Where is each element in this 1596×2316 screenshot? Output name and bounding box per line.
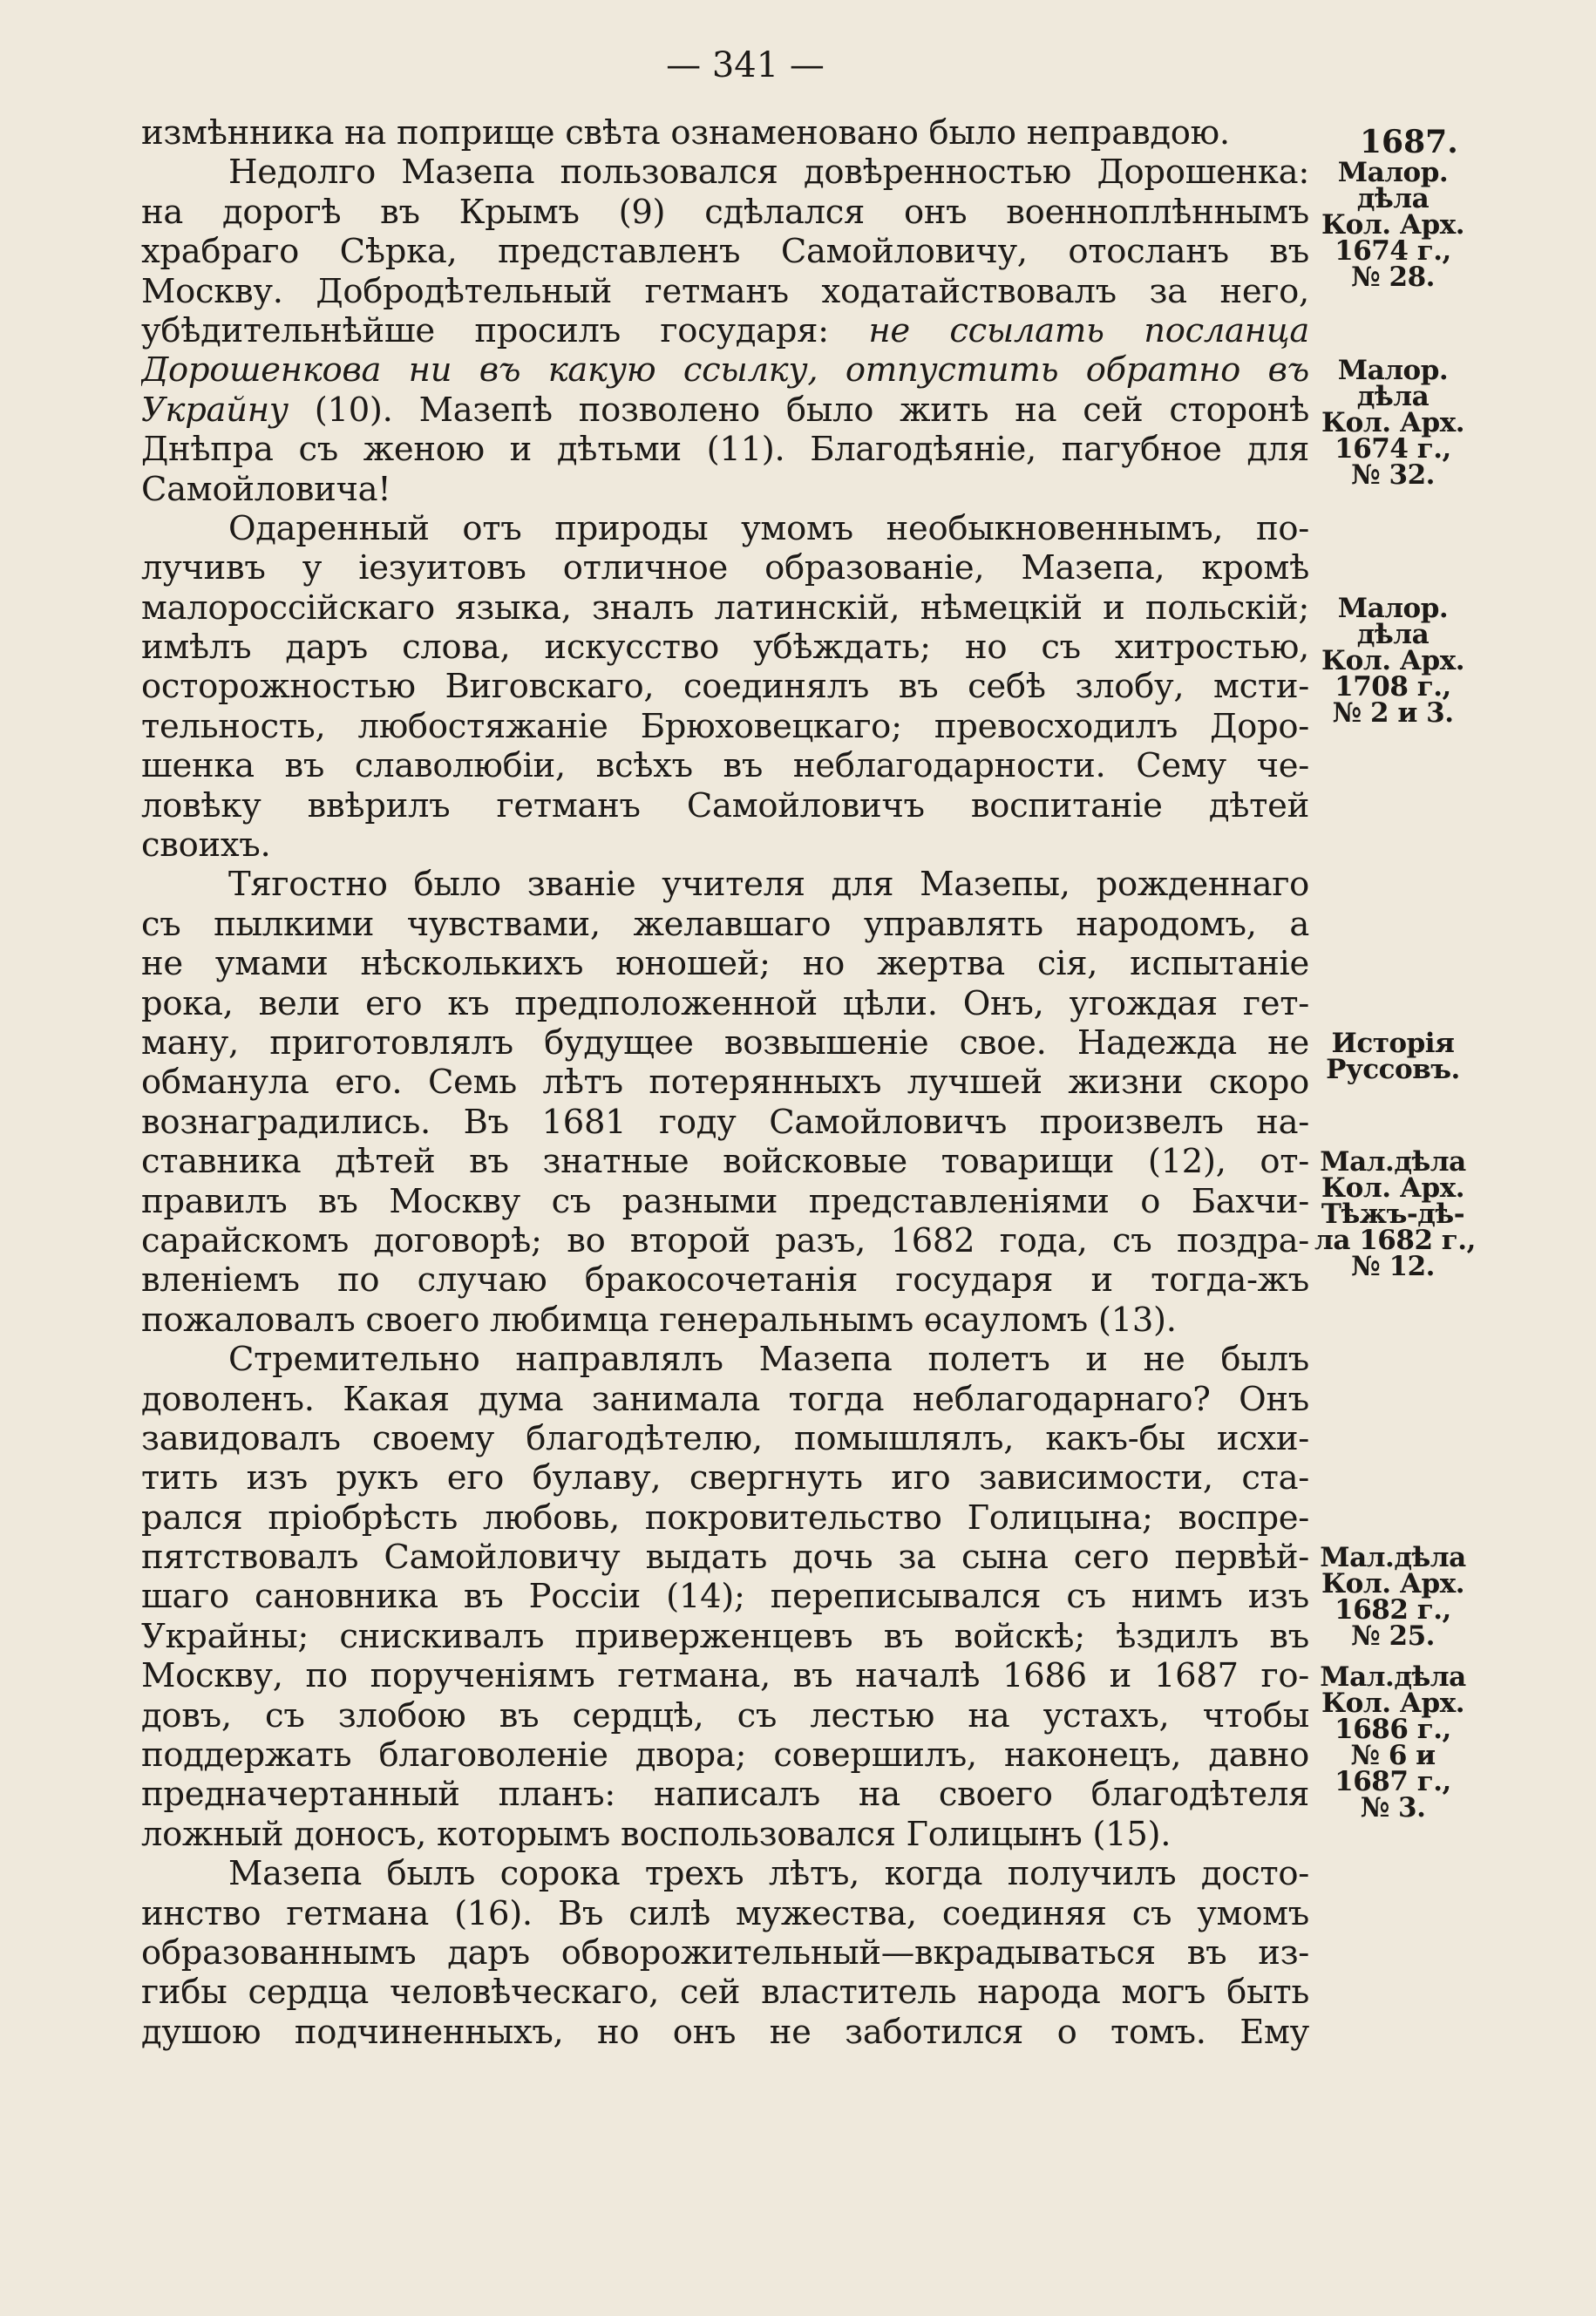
text-line: [141, 1815, 1309, 1854]
text-line: [141, 1775, 1309, 1814]
line-text: Стремительно направлялъ Мазепа полетъ и не былъ: [228, 1340, 1309, 1380]
text-line: [141, 1221, 1309, 1260]
text-line: [141, 1458, 1309, 1498]
text-line: [141, 1260, 1309, 1300]
text-line: [141, 1617, 1309, 1656]
italic-text: Дорошенкова ни въ какую ссылку, отпустить обратно въ: [141, 350, 1309, 391]
margin-note-line: Тѣжъ-дѣ-: [1321, 1199, 1465, 1231]
line-text: ловѣку ввѣрилъ гетманъ Самойловичъ воспитаніе дѣтей: [141, 785, 1309, 825]
text-line: [141, 153, 1309, 192]
text-line: [141, 232, 1309, 271]
text-line: [141, 1498, 1309, 1538]
margin-note: [1314, 592, 1471, 729]
margin-note-line: Кол. Арх.: [1321, 407, 1465, 439]
line-text: Москву. Добродѣтельный гетманъ ходатайствовалъ за него,: [141, 271, 1309, 311]
line-text: предначертанный планъ: написалъ на своего благодѣтеля: [141, 1775, 1309, 1815]
main-text: [141, 113, 1309, 2052]
line-text: шаго сановника въ Россіи (14); переписывался съ нимъ изъ: [141, 1577, 1309, 1617]
italic-text: Украйну: [141, 390, 289, 430]
margin-note-line: 1682 г.,: [1335, 1594, 1451, 1627]
text-line: [141, 588, 1309, 628]
margin-note-line: № 3.: [1360, 1791, 1426, 1824]
margin-note-line: Кол. Арх.: [1321, 1568, 1465, 1600]
text-line: [141, 1380, 1309, 1419]
line-text: (10). Мазепѣ позволено было жить на сей сторонѣ: [288, 390, 1309, 430]
line-text: рался пріобрѣсть любовь, покровительство Голицына; воспре-: [141, 1498, 1309, 1538]
margin-note-line: дѣла: [1356, 183, 1430, 215]
text-line: [141, 746, 1309, 785]
margin-note-line: № 6 и: [1350, 1739, 1436, 1771]
margin-note-line: Кол. Арх.: [1321, 1172, 1465, 1205]
text-line: [141, 1696, 1309, 1735]
text-line: [141, 1301, 1309, 1340]
text-line: [141, 509, 1309, 548]
line-text: на дорогѣ въ Крымъ (9) сдѣлался онъ военноплѣннымъ: [141, 192, 1309, 232]
line-text: тить изъ рукъ его булаву, свергнуть иго зависимости, ста-: [141, 1458, 1309, 1498]
line-text: убѣдительнѣйше просилъ государя:: [141, 310, 869, 350]
text-line: [141, 2013, 1309, 2052]
line-text: обманула его. Семь лѣтъ потерянныхъ лучшей жизни скоро: [141, 1063, 1309, 1103]
margin-note-line: Мал.дѣла: [1320, 1146, 1466, 1178]
margin-note-line: Малор.: [1337, 592, 1449, 624]
margin-note-line: № 12.: [1351, 1251, 1435, 1283]
margin-note: [1314, 1542, 1471, 1653]
line-text: осторожностью Виговскаго, соединялъ въ себѣ злобу, мсти-: [141, 667, 1309, 707]
line-text: образованнымъ даръ обворожительный—вкрадываться въ из-: [141, 1932, 1309, 1973]
margin-note: [1314, 355, 1471, 492]
line-text: вознаградились. Въ 1681 году Самойловичъ произвелъ на-: [141, 1102, 1309, 1142]
text-line: [141, 825, 1309, 865]
text-line: [141, 1973, 1309, 2012]
line-text: Днѣпра съ женою и дѣтьми (11). Благодѣяніе, пагубное для: [141, 430, 1309, 470]
line-text: душою подчиненныхъ, но онъ не заботился о томъ. Ему: [141, 2012, 1309, 2052]
line-text: завидовалъ своему благодѣтелю, помышлялъ, какъ-бы исхи-: [141, 1418, 1309, 1458]
margin-note-line: 1687 г.,: [1335, 1765, 1451, 1797]
text-line: [141, 391, 1309, 430]
text-line: [141, 113, 1309, 153]
line-text: Одаренный отъ природы умомъ необыкновеннымъ, по-: [228, 508, 1309, 548]
line-text: поддержать благоволеніе двора; совершилъ, наконецъ, давно: [141, 1735, 1309, 1776]
margin-note-line: Малор.: [1337, 157, 1449, 189]
line-text: лучивъ у іезуитовъ отличное образованіе, Мазепа, кромѣ: [141, 548, 1309, 588]
line-text: пожаловалъ своего любимца генеральнымъ ѳсауломъ (13).: [141, 1300, 1177, 1340]
line-text: Недолго Мазепа пользовался довѣренностью Дорошенка:: [228, 153, 1309, 193]
text-line: [141, 1735, 1309, 1775]
margin-note-line: 1708 г.,: [1335, 670, 1451, 703]
line-text: имѣлъ даръ слова, искусство убѣждать; но съ хитростью,: [141, 628, 1309, 668]
margin-note-line: Мал.дѣла: [1320, 1661, 1466, 1693]
text-line: [141, 193, 1309, 232]
text-line: [141, 1063, 1309, 1102]
margin-note-line: ла 1682 г.,: [1314, 1225, 1476, 1257]
margin-note-line: № 2 и 3.: [1332, 696, 1454, 729]
text-line: [141, 905, 1309, 944]
line-text: довъ, съ злобою въ сердцѣ, съ лестью на устахъ, чтобы: [141, 1695, 1309, 1735]
text-line: [141, 786, 1309, 825]
text-line: [141, 548, 1309, 587]
margin-note-line: Кол. Арх.: [1321, 644, 1465, 676]
text-line: [141, 470, 1309, 509]
text-line: [141, 1538, 1309, 1577]
margin-note-line: Мал.дѣла: [1320, 1542, 1466, 1574]
text-line: [141, 1656, 1309, 1695]
text-line: [141, 984, 1309, 1023]
text-line: [141, 1182, 1309, 1221]
margin-note-line: Руссовъ.: [1326, 1054, 1460, 1086]
italic-text: не ссылать посланца: [868, 310, 1309, 350]
margin-note-line: № 25.: [1351, 1620, 1435, 1653]
line-text: Москву, по порученіямъ гетмана, въ началѣ 1686 и 1687 го-: [141, 1656, 1309, 1696]
line-text: измѣнника на поприще свѣта ознаменовано было неправдою.: [141, 113, 1230, 153]
line-text: малороссійскаго языка, зналъ латинскій, нѣмецкій и польскій;: [141, 587, 1309, 628]
line-text: Тягостно было званіе учителя для Мазепы, рожденнаго: [228, 865, 1309, 905]
page-number: — 341 —: [666, 45, 825, 85]
line-text: своихъ.: [141, 825, 271, 866]
line-text: гибы сердца человѣческаго, сей властитель народа могъ быть: [141, 1973, 1309, 2013]
margin-note-line: Исторія: [1331, 1028, 1455, 1060]
text-line: [141, 667, 1309, 706]
text-line: [141, 1142, 1309, 1181]
line-text: вленіемъ по случаю бракосочетанія государя и тогда-жъ: [141, 1260, 1309, 1301]
margin-note-line: № 28.: [1351, 261, 1435, 294]
text-line: [141, 1894, 1309, 1933]
line-text: Самойловича!: [141, 469, 391, 509]
line-text: шенка въ славолюбіи, всѣхъ въ неблагодарности. Сему че-: [141, 746, 1309, 786]
margin-note-line: дѣла: [1356, 618, 1430, 650]
margin-note-line: № 32.: [1351, 459, 1435, 492]
margin-note-line: 1686 г.,: [1335, 1713, 1451, 1745]
margin-note-line: Кол. Арх.: [1321, 1687, 1465, 1719]
text-line: [141, 707, 1309, 746]
text-line: [141, 1023, 1309, 1063]
line-text: доволенъ. Какая дума занимала тогда неблагодарнаго? Онъ: [141, 1379, 1309, 1419]
line-text: Мазепа былъ сорока трехъ лѣтъ, когда получилъ досто-: [228, 1854, 1309, 1894]
line-text: не умами нѣсколькихъ юношей; но жертва сія, испытаніе: [141, 944, 1309, 984]
text-line: [141, 1933, 1309, 1973]
line-text: пятствовалъ Самойловичу выдать дочь за сына сего первѣй-: [141, 1538, 1309, 1578]
text-line: [141, 311, 1309, 350]
text-line: [141, 430, 1309, 469]
line-text: храбраго Сѣрка, представленъ Самойловичу, отосланъ въ: [141, 232, 1309, 272]
margin-note-line: Малор.: [1337, 355, 1449, 387]
line-text: ложный доносъ, которымъ воспользовался Голицынъ (15).: [141, 1814, 1172, 1854]
text-line: [141, 1854, 1309, 1893]
year-marker: 1687.: [1360, 124, 1458, 160]
margin-note-line: 1674 г.,: [1335, 235, 1451, 268]
text-line: [141, 272, 1309, 311]
margin-note-line: 1674 г.,: [1335, 433, 1451, 465]
line-text: Украйны; снискивалъ приверженцевъ въ войскѣ; ѣздилъ въ: [141, 1616, 1309, 1656]
text-line: [141, 1340, 1309, 1379]
text-line: [141, 865, 1309, 904]
line-text: инство гетмана (16). Въ силѣ мужества, соединяя съ умомъ: [141, 1893, 1309, 1933]
margin-note-line: дѣла: [1356, 381, 1430, 413]
margin-note-line: Кол. Арх.: [1321, 209, 1465, 241]
margin-note: [1314, 157, 1471, 294]
margin-note: [1314, 1028, 1471, 1086]
line-text: тельность, любостяжаніе Брюховецкаго; превосходилъ Доро-: [141, 706, 1309, 746]
text-line: [141, 1577, 1309, 1616]
margin-note: [1314, 1661, 1471, 1824]
text-line: [141, 628, 1309, 667]
text-line: [141, 1419, 1309, 1458]
line-text: сарайскомъ договорѣ; во второй разъ, 1682 года, съ поздра-: [141, 1220, 1309, 1260]
margin-note: [1314, 1146, 1476, 1283]
text-line: [141, 350, 1309, 390]
line-text: съ пылкими чувствами, желавшаго управлять народомъ, а: [141, 904, 1309, 944]
text-line: [141, 944, 1309, 983]
line-text: рока, вели его къ предположенной цѣли. Онъ, угождая гет-: [141, 983, 1309, 1023]
line-text: ставника дѣтей въ знатные войсковые товарищи (12), от-: [141, 1142, 1309, 1182]
line-text: ману, приготовлялъ будущее возвышеніе свое. Надежда не: [141, 1022, 1309, 1063]
line-text: правилъ въ Москву съ разными представленіями о Бахчи-: [141, 1181, 1309, 1221]
text-line: [141, 1103, 1309, 1142]
